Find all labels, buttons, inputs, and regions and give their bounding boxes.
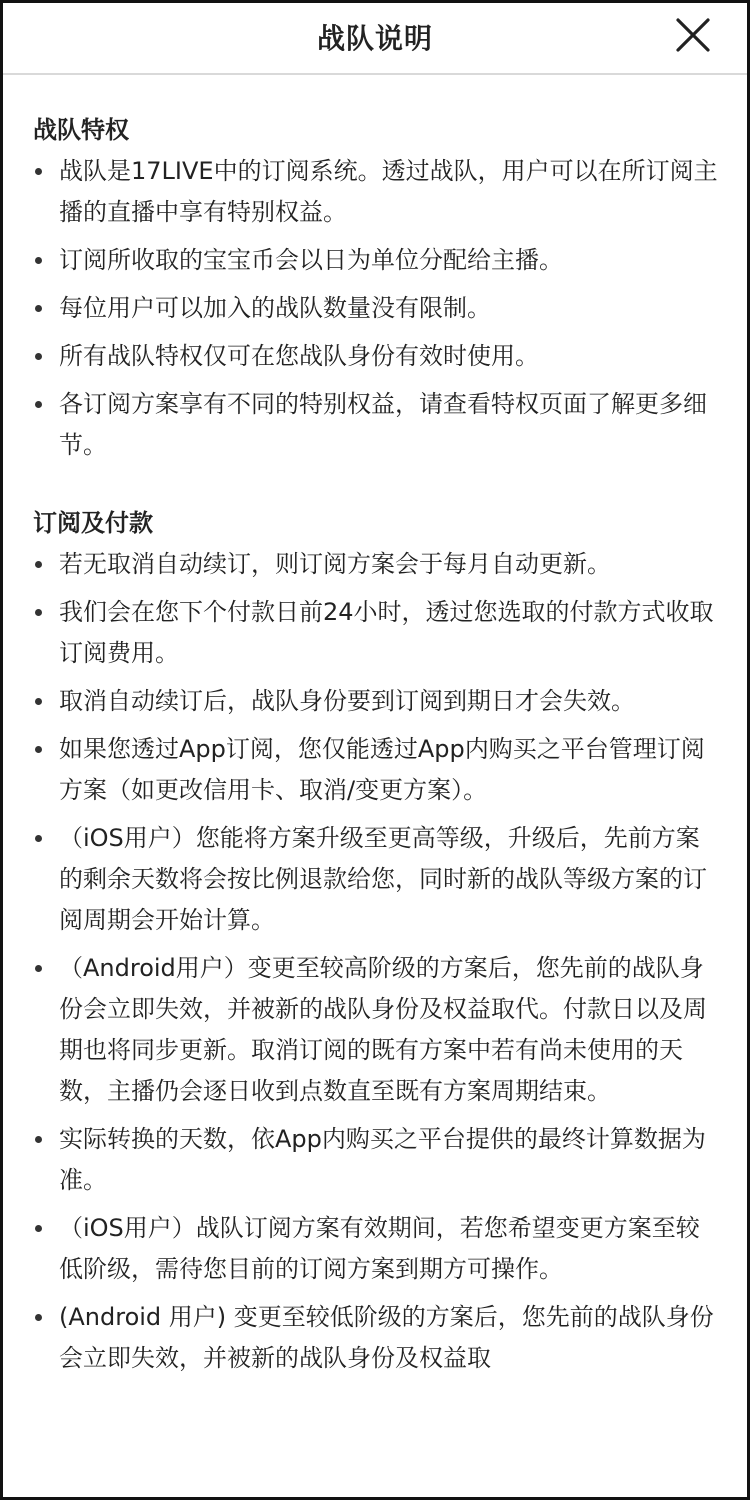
list-item: （Android用户）变更至较高阶级的方案后，您先前的战队身份会立即失效，并被新的战队身份及权益取代。付款日以及周期也将同步更新。取消订阅的既有方案中若有尚未使用的天数，主播仍会逐日收到点数直至既有方案周期结束。	[33, 948, 719, 1112]
privileges-list	[33, 151, 719, 466]
list-item: 取消自动续订后，战队身份要到订阅到期日才会失效。	[33, 681, 719, 722]
subscription-list	[33, 544, 719, 1379]
list-item: 各订阅方案享有不同的特别权益，请查看特权页面了解更多细节。	[33, 384, 719, 466]
list-item: 每位用户可以加入的战队数量没有限制。	[33, 288, 719, 329]
close-icon	[673, 15, 713, 55]
list-item: 如果您透过App订阅，您仅能透过App内购买之平台管理订阅方案（如更改信用卡、取消/变更方案）。	[33, 729, 719, 811]
section-title: 订阅及付款	[33, 509, 153, 537]
list-item: 订阅所收取的宝宝币会以日为单位分配给主播。	[33, 240, 719, 281]
list-item: (Android 用户) 变更至较低阶级的方案后，您先前的战队身份会立即失效，并被新的战队身份及权益取	[33, 1297, 719, 1379]
list-item: 实际转换的天数，依App内购买之平台提供的最终计算数据为准。	[33, 1119, 719, 1201]
list-item: 若无取消自动续订，则订阅方案会于每月自动更新。	[33, 544, 719, 585]
list-item: （iOS用户）您能将方案升级至更高等级，升级后，先前方案的剩余天数将会按比例退款给您，同时新的战队等级方案的订阅周期会开始计算。	[33, 818, 719, 941]
modal-content	[3, 75, 747, 1379]
close-button[interactable]	[673, 15, 713, 55]
page-title: 战队说明	[316, 22, 433, 55]
list-item: 所有战队特权仅可在您战队身份有效时使用。	[33, 336, 719, 377]
modal-header	[3, 3, 747, 75]
list-item: 我们会在您下个付款日前24小时，透过您选取的付款方式收取订阅费用。	[33, 592, 719, 674]
section-title: 战队特权	[33, 116, 129, 144]
section-privileges	[33, 113, 719, 466]
list-item: 战队是17LIVE中的订阅系统。透过战队，用户可以在所订阅主播的直播中享有特别权益。	[33, 151, 719, 233]
list-item: （iOS用户）战队订阅方案有效期间，若您希望变更方案至较低阶级，需待您目前的订阅方案到期方可操作。	[33, 1208, 719, 1290]
section-subscription-payment	[33, 506, 719, 1379]
